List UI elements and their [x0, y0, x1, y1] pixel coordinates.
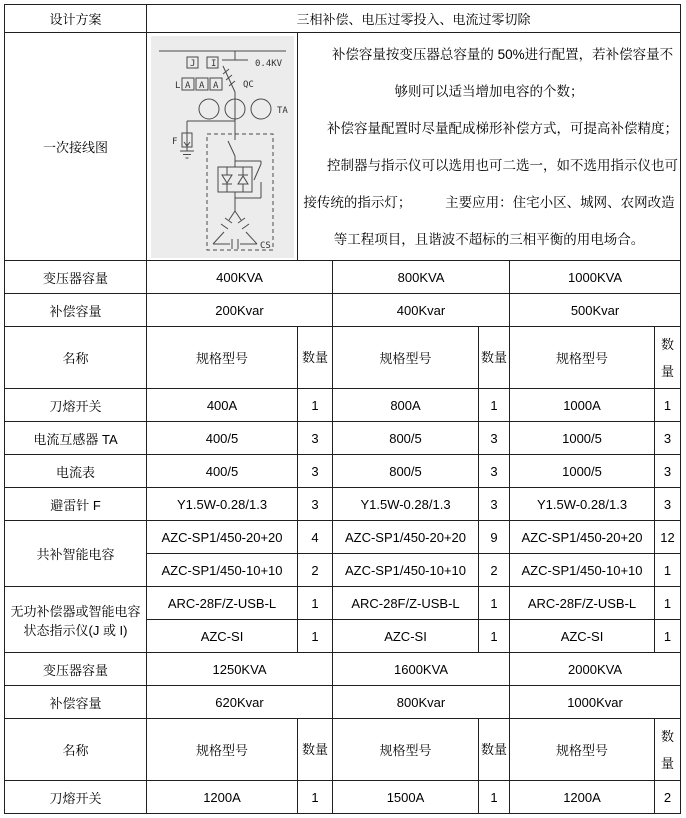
header-spec: 规格型号: [510, 327, 655, 389]
wiring-diagram-cell: [147, 33, 298, 261]
qty-cell: 1: [479, 781, 510, 814]
row-label: 刀熔开关: [5, 781, 147, 814]
capacity-value: 1000Kvar: [510, 686, 681, 719]
qty-cell: 3: [655, 422, 681, 455]
row-label: 电流表: [5, 455, 147, 488]
spec-cell: AZC-SP1/450-10+10: [510, 554, 655, 587]
f-arrester-label: F: [171, 136, 177, 147]
header-qty: 数量: [298, 327, 333, 389]
header-spec: 规格型号: [333, 719, 479, 781]
spec-cell: 800A: [333, 389, 479, 422]
qty-cell: 3: [479, 488, 510, 521]
qty-cell: 2: [655, 781, 681, 814]
row-label: 避雷针 F: [5, 488, 147, 521]
spec-cell: 800/5: [333, 455, 479, 488]
header-qty: 数量: [655, 719, 681, 781]
header-spec: 规格型号: [333, 327, 479, 389]
qty-cell: 1: [655, 620, 681, 653]
capacity-value: 1250KVA: [147, 653, 333, 686]
capacity-value: 1000KVA: [510, 261, 681, 294]
row-label: 变压器容量: [5, 653, 147, 686]
spec-cell: Y1.5W-0.28/1.3: [333, 488, 479, 521]
header-qty: 数量: [479, 719, 510, 781]
spec-cell: 1000/5: [510, 422, 655, 455]
row-label: 共补智能电容: [5, 521, 147, 587]
note-paragraph: 补偿容量配置时尽量配成梯形补偿方式，可提高补偿精度；: [327, 120, 679, 136]
qty-cell: 3: [298, 455, 333, 488]
voltage-label: 0.4KV: [254, 58, 282, 69]
qty-cell: 1: [298, 587, 333, 620]
row-label: 补偿容量: [5, 686, 147, 719]
qty-cell: 12: [655, 521, 681, 554]
spec-cell: 1200A: [147, 781, 298, 814]
header-qty: 数量: [479, 327, 510, 389]
spec-cell: AZC-SI: [333, 620, 479, 653]
table-row: [5, 389, 681, 422]
row-label: 刀熔开关: [5, 389, 147, 422]
table-row: [5, 488, 681, 521]
single-line-diagram: [151, 36, 294, 258]
wiring-notes-cell: [298, 33, 681, 261]
spec-cell: AZC-SP1/450-20+20: [510, 521, 655, 554]
j-indicator-label: J: [189, 58, 195, 69]
compensation-spec-table: [4, 4, 681, 814]
spec-cell: AZC-SP1/450-20+20: [333, 521, 479, 554]
qty-cell: 1: [479, 587, 510, 620]
spec-cell: 1200A: [510, 781, 655, 814]
ta-label: TA: [276, 105, 288, 116]
spec-cell: Y1.5W-0.28/1.3: [147, 488, 298, 521]
capacity-value: 400Kvar: [333, 294, 510, 327]
qty-cell: 1: [298, 389, 333, 422]
qty-cell: 1: [655, 554, 681, 587]
row-label: 变压器容量: [5, 261, 147, 294]
ammeter-label-3: A: [212, 80, 218, 91]
design-scheme-row: [5, 5, 681, 33]
note-paragraph: 补偿容量按变压器总容量的 50%进行配置，若补偿容量不够则可以适当增加电容的个数；: [331, 46, 674, 99]
capacity-value: 800KVA: [333, 261, 510, 294]
table-row: [5, 521, 681, 554]
transformer-capacity-row: [5, 653, 681, 686]
qty-cell: 1: [655, 587, 681, 620]
table-row: [5, 781, 681, 814]
row-label: 补偿容量: [5, 294, 147, 327]
capacity-value: 400KVA: [147, 261, 333, 294]
ammeter-label-1: A: [184, 80, 190, 91]
spec-cell: AZC-SP1/450-10+10: [147, 554, 298, 587]
spec-cell: 1000/5: [510, 455, 655, 488]
header-name: 名称: [5, 719, 147, 781]
capacity-value: 2000KVA: [510, 653, 681, 686]
header-qty: 数量: [298, 719, 333, 781]
spec-cell: 800/5: [333, 422, 479, 455]
spec-cell: 400/5: [147, 422, 298, 455]
spec-cell: 400A: [147, 389, 298, 422]
qty-cell: 1: [298, 620, 333, 653]
qty-cell: 3: [298, 488, 333, 521]
compensation-capacity-row: [5, 686, 681, 719]
spec-cell: ARC-28F/Z-USB-L: [333, 587, 479, 620]
design-scheme-label: 设计方案: [5, 5, 147, 33]
row-label: 无功补偿器或智能电容状态指示仪(J 或 I): [5, 587, 147, 653]
qty-cell: 4: [298, 521, 333, 554]
header-spec: 规格型号: [147, 719, 298, 781]
spec-cell: 1500A: [333, 781, 479, 814]
i-indicator-label: I: [210, 58, 216, 69]
column-header-row: [5, 327, 681, 389]
qty-cell: 3: [655, 488, 681, 521]
qty-cell: 1: [298, 781, 333, 814]
spec-cell: AZC-SI: [510, 620, 655, 653]
spec-cell: AZC-SP1/450-10+10: [333, 554, 479, 587]
header-spec: 规格型号: [147, 327, 298, 389]
note-paragraph: 控制器与指示仪可以选用也可二选一，如不选用指示仪也可接传统的指示灯； 主要应用：住宅小区、城网、农网改造等工程项目，且谐波不超标的三相平衡的用电场合。: [303, 157, 679, 247]
qty-cell: 9: [479, 521, 510, 554]
cs-label: CS: [259, 240, 271, 251]
table-row: [5, 455, 681, 488]
qc-label: QC: [242, 79, 254, 90]
capacity-value: 800Kvar: [333, 686, 510, 719]
capacity-value: 500Kvar: [510, 294, 681, 327]
spec-cell: 400/5: [147, 455, 298, 488]
wiring-diagram-label: 一次接线图: [5, 33, 147, 261]
qty-cell: 1: [479, 389, 510, 422]
qty-cell: 3: [479, 422, 510, 455]
qty-cell: 3: [298, 422, 333, 455]
row-label: 电流互感器 TA: [5, 422, 147, 455]
design-scheme-value: 三相补偿、电压过零投入、电流过零切除: [147, 5, 681, 33]
transformer-capacity-row: [5, 261, 681, 294]
l-label: L: [174, 80, 180, 91]
compensation-capacity-row: [5, 294, 681, 327]
spec-cell: AZC-SP1/450-20+20: [147, 521, 298, 554]
spec-cell: AZC-SI: [147, 620, 298, 653]
capacity-value: 200Kvar: [147, 294, 333, 327]
capacity-value: 620Kvar: [147, 686, 333, 719]
qty-cell: 3: [479, 455, 510, 488]
capacity-value: 1600KVA: [333, 653, 510, 686]
qty-cell: 2: [298, 554, 333, 587]
table-row: [5, 422, 681, 455]
spec-cell: ARC-28F/Z-USB-L: [147, 587, 298, 620]
spec-cell: 1000A: [510, 389, 655, 422]
wiring-diagram-row: [5, 33, 681, 261]
qty-cell: 3: [655, 455, 681, 488]
qty-cell: 1: [655, 389, 681, 422]
header-name: 名称: [5, 327, 147, 389]
spec-cell: ARC-28F/Z-USB-L: [510, 587, 655, 620]
header-qty: 数量: [655, 327, 681, 389]
qty-cell: 1: [479, 620, 510, 653]
ammeter-label-2: A: [198, 80, 204, 91]
column-header-row: [5, 719, 681, 781]
table-row: [5, 587, 681, 620]
header-spec: 规格型号: [510, 719, 655, 781]
qty-cell: 2: [479, 554, 510, 587]
spec-cell: Y1.5W-0.28/1.3: [510, 488, 655, 521]
